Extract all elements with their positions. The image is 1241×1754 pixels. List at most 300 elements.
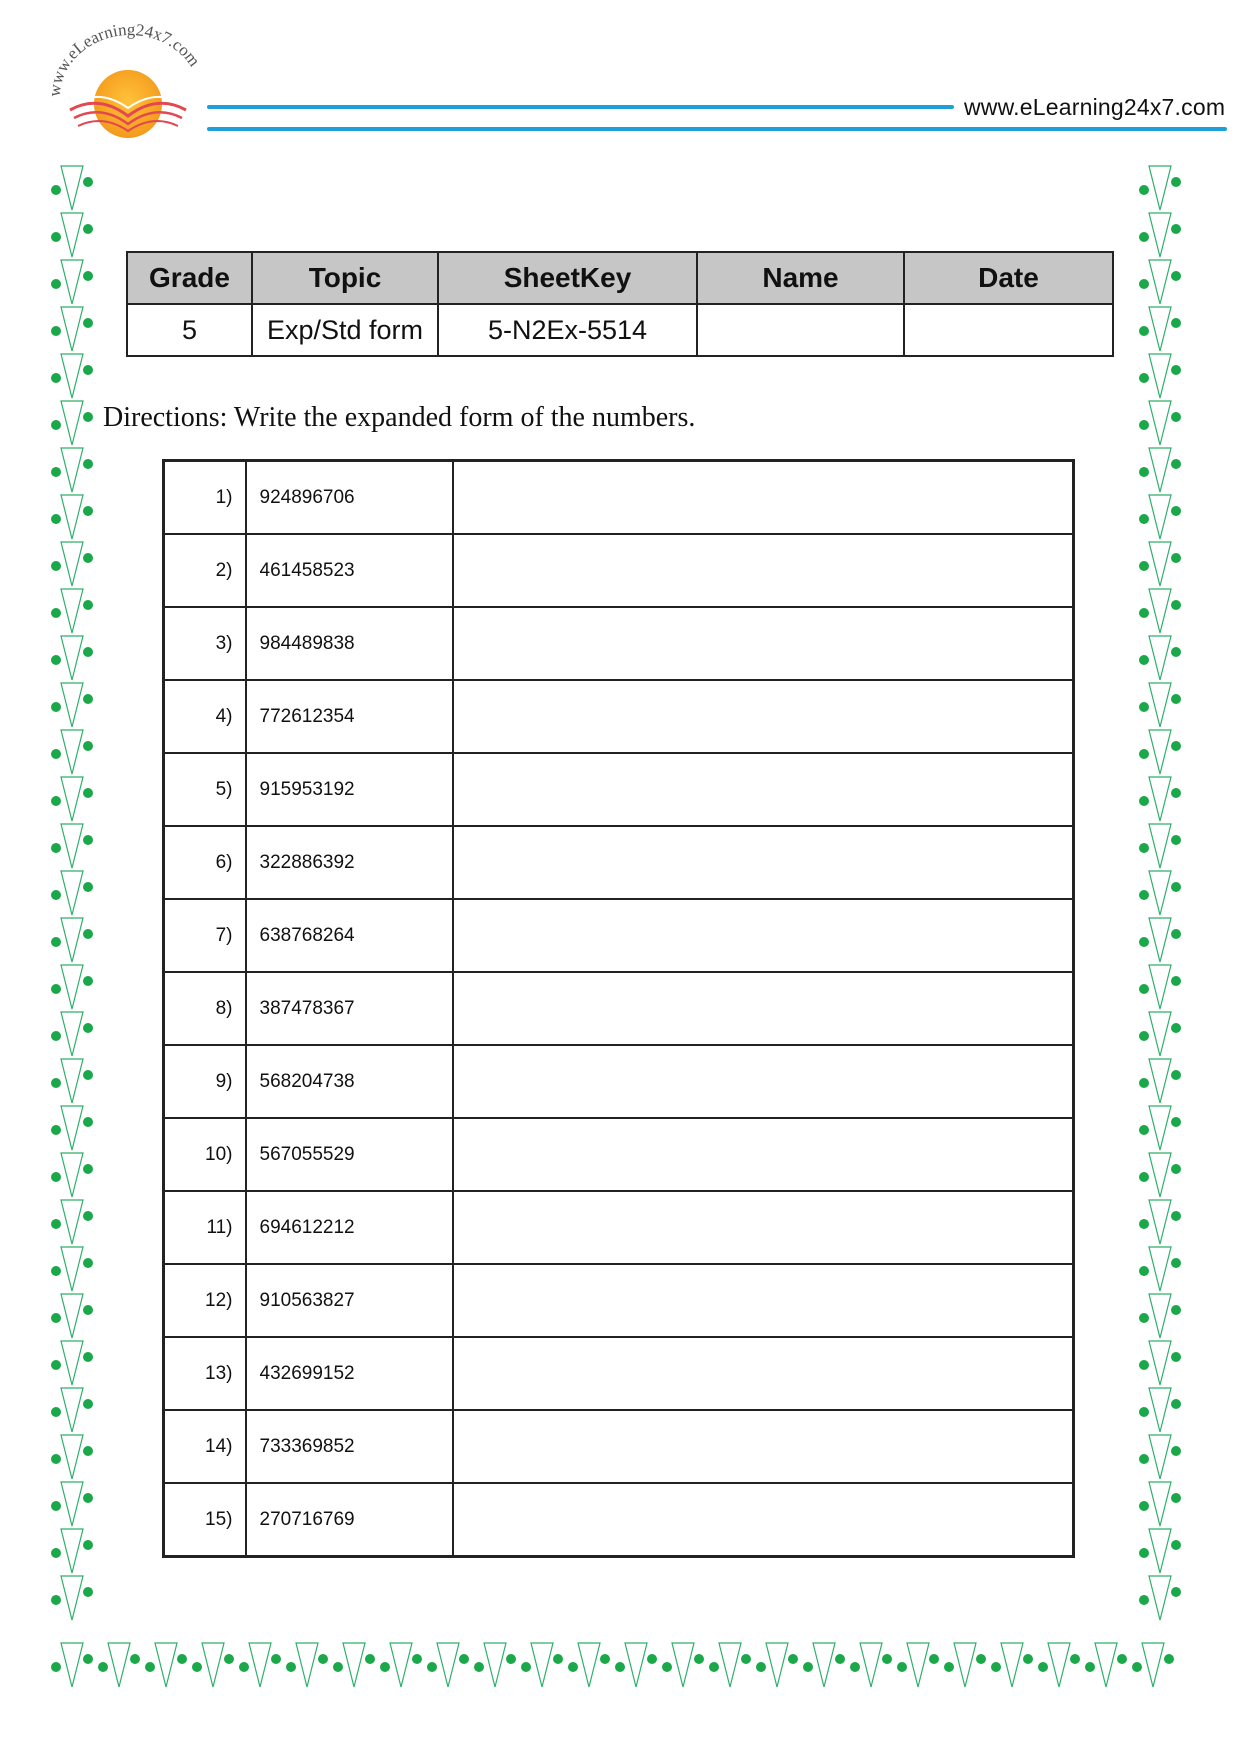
border-dot bbox=[1139, 702, 1149, 712]
border-dot bbox=[1117, 1654, 1127, 1664]
border-dot bbox=[662, 1662, 672, 1672]
border-dot bbox=[976, 1654, 986, 1664]
question-value: 568204738 bbox=[246, 1045, 453, 1118]
border-triangle bbox=[61, 1106, 83, 1150]
border-dot bbox=[51, 937, 61, 947]
border-dot bbox=[944, 1662, 954, 1672]
answer-field[interactable] bbox=[453, 899, 1074, 972]
border-dot bbox=[600, 1654, 610, 1664]
answer-field[interactable] bbox=[453, 607, 1074, 680]
topic-header: Topic bbox=[252, 252, 438, 304]
border-dot bbox=[51, 1219, 61, 1229]
border-dot bbox=[83, 1587, 93, 1597]
question-row bbox=[164, 607, 1074, 680]
question-value: 387478367 bbox=[246, 972, 453, 1045]
border-triangle bbox=[61, 777, 83, 821]
border-triangle bbox=[61, 495, 83, 539]
border-triangle bbox=[1149, 589, 1171, 633]
border-dot bbox=[756, 1662, 766, 1672]
border-dot bbox=[51, 796, 61, 806]
questions-table bbox=[162, 459, 1075, 1558]
border-triangle bbox=[61, 965, 83, 1009]
border-triangle bbox=[437, 1643, 459, 1687]
border-dot bbox=[51, 1454, 61, 1464]
border-triangle bbox=[343, 1643, 365, 1687]
border-dot bbox=[1171, 271, 1181, 281]
border-dot bbox=[83, 1540, 93, 1550]
border-dot bbox=[1038, 1662, 1048, 1672]
border-triangle bbox=[719, 1643, 741, 1687]
border-dot bbox=[83, 1305, 93, 1315]
question-number: 11) bbox=[164, 1191, 246, 1264]
border-dot bbox=[51, 984, 61, 994]
question-value: 638768264 bbox=[246, 899, 453, 972]
border-dot bbox=[568, 1662, 578, 1672]
border-triangle bbox=[1149, 166, 1171, 210]
question-row bbox=[164, 534, 1074, 607]
question-value: 984489838 bbox=[246, 607, 453, 680]
border-triangle bbox=[61, 354, 83, 398]
border-dot bbox=[882, 1654, 892, 1664]
border-triangle bbox=[813, 1643, 835, 1687]
border-triangle bbox=[1149, 1012, 1171, 1056]
border-dot bbox=[1171, 553, 1181, 563]
border-triangle bbox=[484, 1643, 506, 1687]
border-triangle bbox=[1149, 1153, 1171, 1197]
answer-field[interactable] bbox=[453, 1410, 1074, 1483]
answer-field[interactable] bbox=[453, 1337, 1074, 1410]
date-field[interactable] bbox=[904, 304, 1113, 356]
answer-field[interactable] bbox=[453, 753, 1074, 826]
border-dot bbox=[333, 1662, 343, 1672]
border-dot bbox=[1139, 1266, 1149, 1276]
border-dot bbox=[1171, 365, 1181, 375]
question-value: 910563827 bbox=[246, 1264, 453, 1337]
border-triangle bbox=[61, 1247, 83, 1291]
border-dot bbox=[1085, 1662, 1095, 1672]
border-triangle bbox=[61, 589, 83, 633]
question-value: 733369852 bbox=[246, 1410, 453, 1483]
question-row bbox=[164, 461, 1074, 535]
question-number: 8) bbox=[164, 972, 246, 1045]
border-dot bbox=[1164, 1654, 1174, 1664]
answer-field[interactable] bbox=[453, 972, 1074, 1045]
question-row bbox=[164, 1045, 1074, 1118]
border-dot bbox=[803, 1662, 813, 1672]
border-dot bbox=[1171, 177, 1181, 187]
question-value: 772612354 bbox=[246, 680, 453, 753]
answer-field[interactable] bbox=[453, 1045, 1074, 1118]
name-field[interactable] bbox=[697, 304, 904, 356]
border-dot bbox=[427, 1662, 437, 1672]
border-dot bbox=[51, 890, 61, 900]
border-dot bbox=[1139, 420, 1149, 430]
border-dot bbox=[51, 1313, 61, 1323]
border-dot bbox=[1139, 1548, 1149, 1558]
border-dot bbox=[192, 1662, 202, 1672]
border-triangle bbox=[1048, 1643, 1070, 1687]
question-row bbox=[164, 1118, 1074, 1191]
question-number: 15) bbox=[164, 1483, 246, 1557]
border-dot bbox=[83, 459, 93, 469]
border-triangle bbox=[61, 260, 83, 304]
border-triangle bbox=[61, 636, 83, 680]
border-triangle bbox=[61, 213, 83, 257]
border-triangle bbox=[61, 871, 83, 915]
question-row bbox=[164, 1410, 1074, 1483]
border-triangle bbox=[61, 1059, 83, 1103]
border-dot bbox=[98, 1662, 108, 1672]
border-dot bbox=[1171, 412, 1181, 422]
border-dot bbox=[1171, 1258, 1181, 1268]
border-dot bbox=[1139, 655, 1149, 665]
question-value: 567055529 bbox=[246, 1118, 453, 1191]
border-dot bbox=[1171, 835, 1181, 845]
border-triangle bbox=[61, 1294, 83, 1338]
border-triangle bbox=[61, 1341, 83, 1385]
border-triangle bbox=[61, 683, 83, 727]
border-triangle bbox=[1149, 1200, 1171, 1244]
answer-field[interactable] bbox=[453, 1264, 1074, 1337]
border-dot bbox=[51, 185, 61, 195]
border-dot bbox=[1171, 1446, 1181, 1456]
border-triangle bbox=[390, 1643, 412, 1687]
border-dot bbox=[929, 1654, 939, 1664]
border-dot bbox=[1139, 232, 1149, 242]
border-dot bbox=[850, 1662, 860, 1672]
border-triangle bbox=[61, 542, 83, 586]
border-triangle bbox=[1149, 1435, 1171, 1479]
border-triangle bbox=[860, 1643, 882, 1687]
info-value-row bbox=[127, 304, 1113, 356]
border-triangle bbox=[202, 1643, 224, 1687]
question-number: 10) bbox=[164, 1118, 246, 1191]
border-triangle bbox=[61, 1643, 83, 1687]
border-dot bbox=[83, 1070, 93, 1080]
border-triangle bbox=[1149, 1388, 1171, 1432]
question-value: 915953192 bbox=[246, 753, 453, 826]
border-triangle bbox=[1149, 448, 1171, 492]
border-dot bbox=[83, 365, 93, 375]
border-dot bbox=[1139, 608, 1149, 618]
border-dot bbox=[1171, 694, 1181, 704]
border-triangle bbox=[766, 1643, 788, 1687]
border-dot bbox=[51, 373, 61, 383]
border-triangle bbox=[1149, 730, 1171, 774]
border-dot bbox=[51, 1595, 61, 1605]
border-dot bbox=[83, 1211, 93, 1221]
border-triangle bbox=[1149, 354, 1171, 398]
border-dot bbox=[83, 694, 93, 704]
border-dot bbox=[412, 1654, 422, 1664]
border-triangle bbox=[1149, 965, 1171, 1009]
question-number: 5) bbox=[164, 753, 246, 826]
border-dot bbox=[1139, 514, 1149, 524]
border-dot bbox=[51, 1360, 61, 1370]
border-triangle bbox=[249, 1643, 271, 1687]
border-dot bbox=[1139, 326, 1149, 336]
question-row bbox=[164, 1337, 1074, 1410]
border-dot bbox=[83, 741, 93, 751]
border-dot bbox=[1139, 1031, 1149, 1041]
border-dot bbox=[51, 1407, 61, 1417]
border-triangle bbox=[954, 1643, 976, 1687]
border-triangle bbox=[672, 1643, 694, 1687]
border-triangle bbox=[61, 1576, 83, 1620]
border-dot bbox=[694, 1654, 704, 1664]
border-dot bbox=[1139, 1360, 1149, 1370]
info-table bbox=[126, 251, 1114, 357]
answer-field[interactable] bbox=[453, 1483, 1074, 1557]
border-triangle bbox=[1149, 213, 1171, 257]
border-triangle bbox=[1149, 1294, 1171, 1338]
border-triangle bbox=[61, 1012, 83, 1056]
border-dot bbox=[1139, 561, 1149, 571]
border-dot bbox=[1139, 185, 1149, 195]
border-dot bbox=[1171, 882, 1181, 892]
border-triangle bbox=[1149, 918, 1171, 962]
border-triangle bbox=[61, 307, 83, 351]
border-dot bbox=[83, 224, 93, 234]
answer-field[interactable] bbox=[453, 1191, 1074, 1264]
border-dot bbox=[1171, 1493, 1181, 1503]
border-dot bbox=[83, 1399, 93, 1409]
border-dot bbox=[1070, 1654, 1080, 1664]
question-row bbox=[164, 753, 1074, 826]
border-dot bbox=[51, 1266, 61, 1276]
question-number: 4) bbox=[164, 680, 246, 753]
border-dot bbox=[1139, 937, 1149, 947]
border-dot bbox=[130, 1654, 140, 1664]
border-dot bbox=[459, 1654, 469, 1664]
border-dot bbox=[1139, 1172, 1149, 1182]
border-dot bbox=[286, 1662, 296, 1672]
border-dot bbox=[1139, 796, 1149, 806]
border-dot bbox=[1171, 1023, 1181, 1033]
answer-field[interactable] bbox=[453, 826, 1074, 899]
border-dot bbox=[51, 232, 61, 242]
border-dot bbox=[83, 1493, 93, 1503]
border-dot bbox=[1139, 1078, 1149, 1088]
border-dot bbox=[51, 1501, 61, 1511]
border-dot bbox=[51, 702, 61, 712]
grade-value: 5 bbox=[127, 304, 252, 356]
border-triangle bbox=[1149, 1482, 1171, 1526]
border-triangle bbox=[1001, 1643, 1023, 1687]
border-dot bbox=[1139, 373, 1149, 383]
border-dot bbox=[1171, 647, 1181, 657]
border-triangle bbox=[1149, 636, 1171, 680]
question-value: 322886392 bbox=[246, 826, 453, 899]
border-dot bbox=[83, 788, 93, 798]
border-triangle bbox=[61, 1153, 83, 1197]
border-triangle bbox=[1149, 777, 1171, 821]
answer-field[interactable] bbox=[453, 461, 1074, 535]
border-dot bbox=[615, 1662, 625, 1672]
border-dot bbox=[51, 1172, 61, 1182]
border-dot bbox=[83, 1164, 93, 1174]
question-row bbox=[164, 680, 1074, 753]
border-triangle bbox=[1149, 495, 1171, 539]
answer-field[interactable] bbox=[453, 680, 1074, 753]
border-triangle bbox=[1142, 1643, 1164, 1687]
border-dot bbox=[380, 1662, 390, 1672]
border-triangle bbox=[1149, 824, 1171, 868]
sheetkey-header: SheetKey bbox=[438, 252, 697, 304]
border-dot bbox=[1139, 1313, 1149, 1323]
border-dot bbox=[474, 1662, 484, 1672]
border-triangle bbox=[61, 166, 83, 210]
border-dot bbox=[741, 1654, 751, 1664]
question-number: 14) bbox=[164, 1410, 246, 1483]
border-dot bbox=[83, 1654, 93, 1664]
name-header: Name bbox=[697, 252, 904, 304]
border-triangle bbox=[531, 1643, 553, 1687]
border-dot bbox=[51, 1662, 61, 1672]
topic-value: Exp/Std form bbox=[252, 304, 438, 356]
border-dot bbox=[318, 1654, 328, 1664]
site-url: www.eLearning24x7.com bbox=[964, 94, 1226, 120]
question-number: 9) bbox=[164, 1045, 246, 1118]
border-triangle bbox=[61, 1482, 83, 1526]
border-triangle bbox=[1149, 542, 1171, 586]
border-dot bbox=[1171, 929, 1181, 939]
question-value: 924896706 bbox=[246, 461, 453, 535]
border-triangle bbox=[1149, 871, 1171, 915]
question-row bbox=[164, 899, 1074, 972]
question-row bbox=[164, 1483, 1074, 1557]
sheetkey-value: 5-N2Ex-5514 bbox=[438, 304, 697, 356]
border-dot bbox=[51, 514, 61, 524]
border-dot bbox=[83, 1023, 93, 1033]
border-dot bbox=[83, 976, 93, 986]
border-triangle bbox=[1149, 683, 1171, 727]
border-dot bbox=[51, 420, 61, 430]
border-dot bbox=[83, 318, 93, 328]
border-dot bbox=[1171, 224, 1181, 234]
border-dot bbox=[1171, 1399, 1181, 1409]
border-dot bbox=[1171, 1070, 1181, 1080]
border-dot bbox=[1023, 1654, 1033, 1664]
border-triangle bbox=[578, 1643, 600, 1687]
logo-text: www.eLearning24x7.com bbox=[44, 22, 204, 98]
date-header: Date bbox=[904, 252, 1113, 304]
border-dot bbox=[83, 553, 93, 563]
border-dot bbox=[51, 1031, 61, 1041]
border-dot bbox=[553, 1654, 563, 1664]
border-dot bbox=[51, 1078, 61, 1088]
border-dot bbox=[1139, 984, 1149, 994]
border-dot bbox=[51, 655, 61, 665]
border-triangle bbox=[61, 1529, 83, 1573]
border-triangle bbox=[1149, 1341, 1171, 1385]
border-dot bbox=[1139, 1454, 1149, 1464]
border-dot bbox=[1171, 318, 1181, 328]
answer-field[interactable] bbox=[453, 1118, 1074, 1191]
border-triangle bbox=[1149, 307, 1171, 351]
border-dot bbox=[1139, 843, 1149, 853]
border-dot bbox=[897, 1662, 907, 1672]
question-value: 461458523 bbox=[246, 534, 453, 607]
border-dot bbox=[239, 1662, 249, 1672]
border-dot bbox=[506, 1654, 516, 1664]
border-dot bbox=[51, 1548, 61, 1558]
border-dot bbox=[991, 1662, 1001, 1672]
border-dot bbox=[145, 1662, 155, 1672]
grade-header: Grade bbox=[127, 252, 252, 304]
border-triangle bbox=[61, 1435, 83, 1479]
border-dot bbox=[83, 835, 93, 845]
border-dot bbox=[1139, 1595, 1149, 1605]
border-dot bbox=[1171, 1352, 1181, 1362]
border-dot bbox=[1139, 1501, 1149, 1511]
info-header-row bbox=[127, 252, 1113, 304]
border-dot bbox=[177, 1654, 187, 1664]
border-dot bbox=[1139, 890, 1149, 900]
border-triangle bbox=[1149, 1529, 1171, 1573]
border-triangle bbox=[1149, 1059, 1171, 1103]
border-dot bbox=[1171, 600, 1181, 610]
border-dot bbox=[83, 506, 93, 516]
border-triangle bbox=[1149, 401, 1171, 445]
border-triangle bbox=[108, 1643, 130, 1687]
border-triangle bbox=[61, 1388, 83, 1432]
border-triangle bbox=[61, 824, 83, 868]
border-triangle bbox=[61, 448, 83, 492]
border-triangle bbox=[1149, 260, 1171, 304]
border-dot bbox=[271, 1654, 281, 1664]
border-dot bbox=[83, 1446, 93, 1456]
border-triangle bbox=[625, 1643, 647, 1687]
question-row bbox=[164, 826, 1074, 899]
question-number: 12) bbox=[164, 1264, 246, 1337]
border-dot bbox=[365, 1654, 375, 1664]
border-triangle bbox=[61, 918, 83, 962]
border-dot bbox=[83, 1117, 93, 1127]
border-dot bbox=[1132, 1662, 1142, 1672]
border-dot bbox=[83, 1352, 93, 1362]
answer-field[interactable] bbox=[453, 534, 1074, 607]
border-dot bbox=[83, 412, 93, 422]
border-triangle bbox=[296, 1643, 318, 1687]
border-triangle bbox=[155, 1643, 177, 1687]
border-dot bbox=[51, 561, 61, 571]
border-dot bbox=[83, 647, 93, 657]
question-value: 694612212 bbox=[246, 1191, 453, 1264]
question-row bbox=[164, 1191, 1074, 1264]
border-triangle bbox=[61, 730, 83, 774]
border-dot bbox=[51, 749, 61, 759]
question-number: 13) bbox=[164, 1337, 246, 1410]
border-triangle bbox=[907, 1643, 929, 1687]
border-dot bbox=[51, 326, 61, 336]
question-number: 7) bbox=[164, 899, 246, 972]
border-dot bbox=[521, 1662, 531, 1672]
border-dot bbox=[1139, 749, 1149, 759]
question-row bbox=[164, 1264, 1074, 1337]
border-dot bbox=[83, 177, 93, 187]
question-number: 3) bbox=[164, 607, 246, 680]
directions-text: Directions: Write the expanded form of the numbers. bbox=[103, 402, 696, 433]
border-dot bbox=[788, 1654, 798, 1664]
question-row bbox=[164, 972, 1074, 1045]
border-dot bbox=[83, 271, 93, 281]
border-dot bbox=[51, 467, 61, 477]
border-dot bbox=[51, 843, 61, 853]
border-triangle bbox=[1149, 1576, 1171, 1620]
border-dot bbox=[1171, 1587, 1181, 1597]
border-dot bbox=[83, 882, 93, 892]
